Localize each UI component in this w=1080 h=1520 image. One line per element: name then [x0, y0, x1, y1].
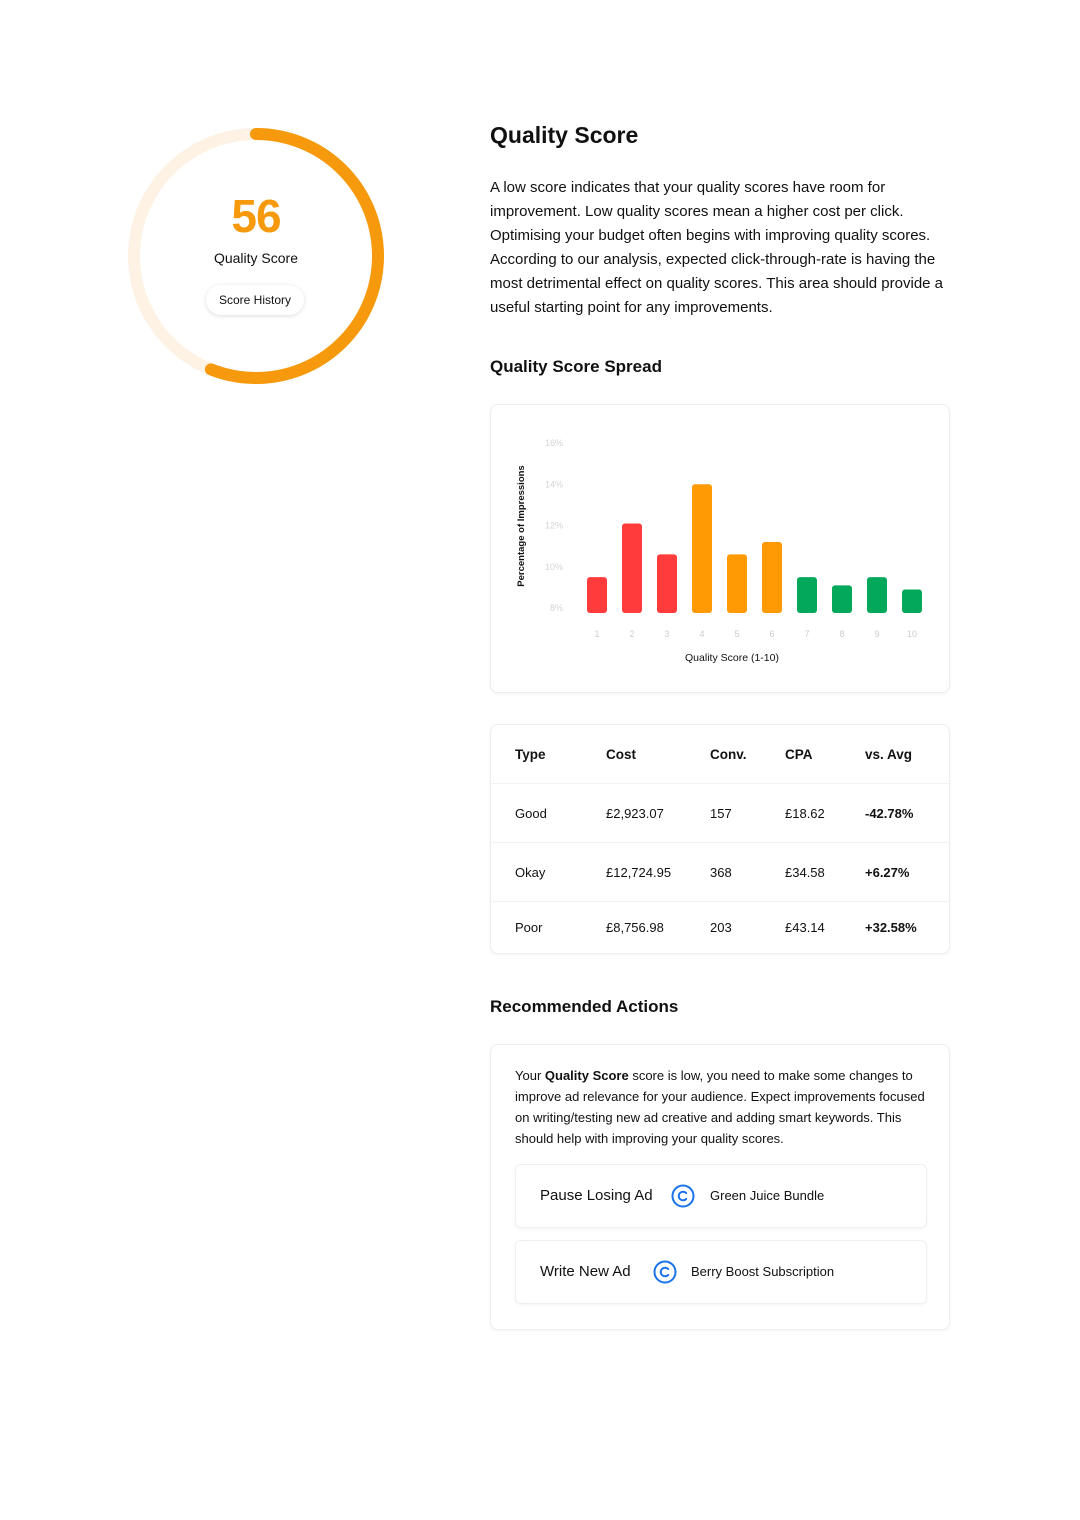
- row-cost: £2,923.07: [606, 784, 710, 843]
- column-header-cpa: CPA: [785, 746, 813, 762]
- x-tick-label: 9: [874, 629, 880, 639]
- row-cpa: £43.14: [785, 902, 865, 954]
- row-vs-avg: +6.27%: [865, 843, 949, 902]
- bar-score-8: [832, 585, 852, 613]
- quality-score-gauge: [127, 127, 385, 385]
- x-tick-label: 5: [734, 629, 740, 639]
- recommended-actions-card: [490, 1044, 950, 1330]
- score-history-button[interactable]: Score History: [206, 285, 304, 315]
- table-row: [491, 784, 949, 843]
- campaign-c-icon: [653, 1260, 677, 1284]
- spread-chart-card: [490, 404, 950, 693]
- recommendation-prefix: Your: [515, 1068, 545, 1083]
- bar-score-6: [762, 542, 782, 613]
- page-title: Quality Score: [490, 122, 639, 148]
- performance-table-card: [490, 724, 950, 954]
- recommendation-metric: Quality Score: [544, 1068, 629, 1083]
- gauge-score-value: 56: [231, 190, 281, 242]
- row-type-okay: Okay: [491, 843, 606, 902]
- table-row: [491, 902, 949, 954]
- row-type-poor: Poor: [491, 902, 606, 954]
- bar-score-7: [797, 577, 817, 613]
- row-conv: 203: [710, 902, 785, 954]
- performance-table: [491, 725, 949, 954]
- table-header-row: [491, 725, 949, 784]
- row-cost: £8,756.98: [606, 902, 710, 954]
- column-header-conv: Conv.: [710, 746, 747, 762]
- row-conv: 157: [710, 784, 785, 843]
- recommended-actions-title: Recommended Actions: [490, 997, 679, 1016]
- action-campaign-name[interactable]: Green Juice Bundle: [710, 1188, 825, 1203]
- action-pause-losing-ad[interactable]: [515, 1164, 927, 1228]
- y-tick-label: 16%: [544, 438, 563, 448]
- column-header-vs-avg: vs. Avg: [865, 746, 913, 762]
- quality-score-bar-chart: [491, 405, 949, 692]
- row-cost: £12,724.95: [606, 843, 710, 902]
- column-header-cost: Cost: [606, 746, 636, 762]
- bar-score-10: [902, 589, 922, 613]
- y-tick-label: 12%: [544, 520, 563, 531]
- bar-score-2: [622, 523, 642, 613]
- y-axis-label: Percentage of Impressions: [516, 465, 527, 587]
- row-conv: 368: [710, 843, 785, 902]
- bar-score-5: [727, 554, 747, 613]
- x-tick-label: 1: [594, 629, 600, 639]
- action-title: Pause Losing Ad: [540, 1187, 653, 1204]
- x-tick-label: 10: [906, 629, 918, 639]
- x-tick-label: 3: [664, 629, 670, 639]
- row-vs-avg: -42.78%: [865, 784, 949, 843]
- table-row: [491, 843, 949, 902]
- page-description: A low score indicates that your quality scores have room for improvement. Low quality scores mean a higher cost per click. Optimising your budget often begins with improving quality scores. According to our analysis, expected click-through-rate is having the most detrimental effect on quality scores. This area should provide a useful starting point for any improvements.: [490, 179, 944, 316]
- bar-score-1: [587, 577, 607, 613]
- x-tick-label: 6: [769, 629, 775, 639]
- y-tick-label: 10%: [544, 561, 563, 572]
- x-tick-label: 8: [839, 629, 845, 639]
- x-tick-label: 7: [804, 629, 810, 639]
- bar-score-3: [657, 554, 677, 613]
- recommendation-body: score is low, you need to make some changes to improve ad relevance for your audience. Expect improvements focused on writing/testing new ad creative and adding smart keywords. This should help with improving your quality scores.: [515, 1068, 925, 1146]
- row-cpa: £18.62: [785, 784, 865, 843]
- x-axis-label: Quality Score (1-10): [685, 652, 779, 664]
- recommendation-text: [515, 1065, 929, 1149]
- gauge-score-label: Quality Score: [213, 250, 299, 266]
- bar-score-9: [867, 577, 887, 613]
- y-tick-label: 8%: [549, 603, 563, 613]
- row-cpa: £34.58: [785, 843, 865, 902]
- spread-title: Quality Score Spread: [490, 357, 662, 376]
- y-tick-label: 14%: [544, 479, 563, 490]
- x-tick-label: 4: [699, 629, 705, 639]
- action-title: Write New Ad: [540, 1263, 631, 1280]
- row-type-good: Good: [491, 784, 606, 843]
- action-write-new-ad[interactable]: [515, 1240, 927, 1304]
- column-header-type: Type: [515, 746, 546, 762]
- row-vs-avg: +32.58%: [865, 902, 949, 954]
- action-campaign-name[interactable]: Berry Boost Subscription: [691, 1264, 835, 1279]
- bar-score-4: [692, 484, 712, 613]
- x-tick-label: 2: [629, 629, 635, 639]
- campaign-c-icon: [671, 1184, 695, 1208]
